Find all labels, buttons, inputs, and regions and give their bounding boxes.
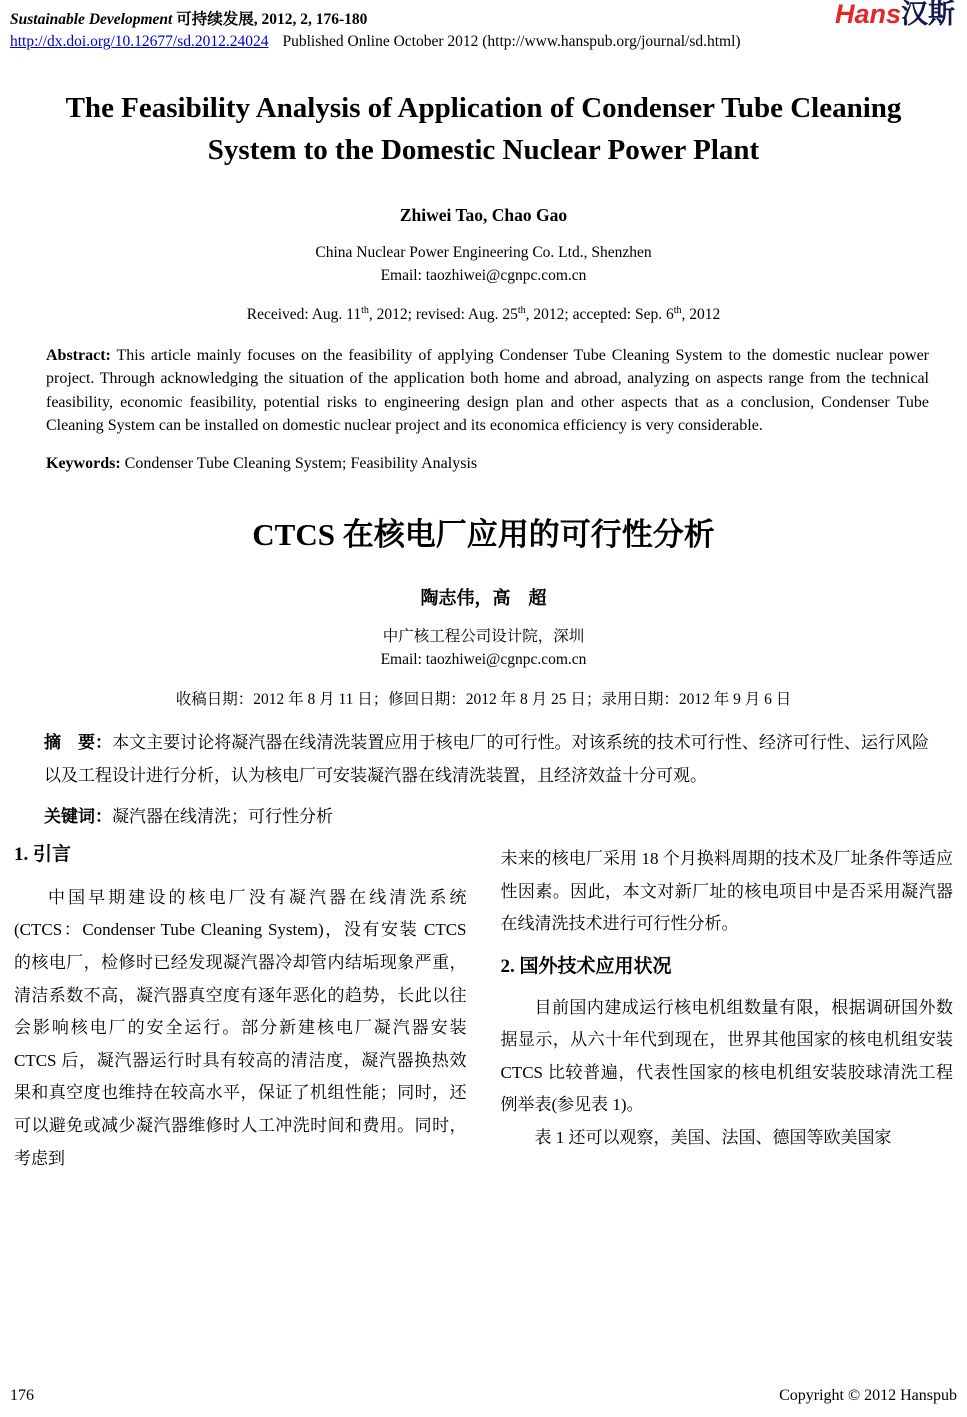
- journal-name: Sustainable Development: [10, 11, 173, 28]
- copyright-notice: Copyright © 2012 Hanspub: [779, 1387, 957, 1404]
- section-1-paragraph-continued: 未来的核电厂采用 18 个月换料周期的技术及厂址条件等适应性因素。因此，本文对新厂址的核电项目中是否采用凝汽器在线清洗技术进行可行性分析。: [500, 849, 953, 934]
- email-en: Email: taozhiwei@cgnpc.com.cn: [380, 266, 587, 284]
- abstract-label-en: Abstract:: [46, 347, 111, 365]
- section-2-title: 2. 国外技术应用状况: [500, 955, 672, 977]
- journal-meta: 可持续发展, 2012, 2, 176-180: [172, 11, 368, 28]
- left-column: [14, 843, 467, 1175]
- section-2-paragraph-2: 表 1 还可以观察，美国、法国、德国等欧美国家: [534, 1128, 892, 1148]
- abstract-en: [46, 344, 929, 437]
- right-column: [501, 843, 954, 1175]
- abstract-cn: [44, 727, 929, 792]
- email-cn: Email: taozhiwei@cgnpc.com.cn: [380, 651, 587, 669]
- two-column-body: [14, 843, 953, 1175]
- keywords-text-cn: 凝汽器在线清洗；可行性分析: [112, 807, 333, 827]
- hanspub-logo: [835, 0, 955, 30]
- received-superscript: th: [673, 305, 682, 317]
- authors-cn: 陶志伟，高 超: [420, 587, 547, 608]
- authors-en: Zhiwei Tao, Chao Gao: [399, 205, 568, 226]
- section-1-paragraph: 中国早期建设的核电厂没有凝汽器在线清洗系统(CTCS：Condenser Tube Cleaning System)，没有安装 CTCS 的核电厂，检修时已经发现凝汽器冷却管内结垢现象严重，清洁系数不高，凝汽器真空度有逐年恶化的趋势，长此以往会影响核电厂的安全运行。部分新建核电厂凝汽器安装 CTCS 后，凝汽器运行时具有较高的清洁度，凝汽器换热效果和真空度也维持在较高水平，保证了机组性能；同时，还可以避免或减少凝汽器维修时人工冲洗时间和费用。同时，考虑到: [14, 887, 467, 1168]
- keywords-label-en: Keywords:: [46, 454, 121, 472]
- published-note: Published Online October 2012 (http://www.hanspub.org/journal/sd.html): [282, 33, 741, 50]
- section-2-paragraph: 目前国内建成运行核电机组数量有限，根据调研国外数据显示，从六十年代到现在，世界其他国家的核电机组安装 CTCS 比较普遍，代表性国家的核电机组安装胶球清洗工程例举表(参见表 1)。: [500, 997, 953, 1115]
- page-number: 176: [10, 1387, 34, 1404]
- keywords-text-en: Condenser Tube Cleaning System; Feasibility Analysis: [120, 454, 478, 472]
- journal-line: [10, 7, 957, 29]
- abstract-text-en: This article mainly focuses on the feasibility of applying Condenser Tube Cleaning System to the domestic nuclear power project. Through acknowledging the situation of the application both home and abroad, analyzing on aspects range from the technical feasibility, economic feasibility, potential risks to engineering design plan and other aspects that as a conclusion, Condenser Tube Cleaning System can be installed on domestic nuclear project and its economica efficiency is very considerable.: [46, 347, 930, 434]
- article-title-cn: CTCS 在核电厂应用的可行性分析: [252, 516, 715, 552]
- section-1-title: 1. 引言: [14, 844, 72, 866]
- received-part: , 2012: [681, 306, 721, 324]
- keywords-en: [46, 455, 929, 473]
- received-part: , 2012; revised: Aug. 25: [368, 306, 518, 324]
- doi-link[interactable]: http://dx.doi.org/10.12677/sd.2012.24024: [10, 33, 269, 50]
- dates-cn: 收稿日期：2012 年 8 月 11 日；修回日期：2012 年 8 月 25 日；录用日期：2012 年 9 月 6 日: [175, 691, 792, 709]
- hanspub-logo-cn-text: 汉斯: [901, 0, 955, 29]
- keywords-cn: [44, 802, 929, 827]
- affiliation-block-en: [0, 242, 967, 287]
- affiliation-block-cn: [0, 625, 967, 672]
- affiliation-en: China Nuclear Power Engineering Co. Ltd., Shenzhen: [315, 244, 652, 262]
- abstract-text-cn: 本文主要讨论将凝汽器在线清洗装置应用于核电厂的可行性。对该系统的技术可行性、经济可行性、运行风险以及工程设计进行分析，认为核电厂可安装凝汽器在线清洗装置，且经济效益十分可观。: [44, 733, 930, 785]
- journal-header: [0, 0, 967, 51]
- abstract-label-cn: 摘 要：: [44, 733, 113, 753]
- received-superscript: th: [517, 305, 526, 317]
- received-part: , 2012; accepted: Sep. 6: [525, 306, 674, 324]
- doi-line: [10, 33, 957, 51]
- affiliation-cn: 中广核工程公司设计院，深圳: [382, 627, 585, 645]
- page-footer: [10, 1387, 957, 1405]
- article-title-en: The Feasibility Analysis of Application of Condenser Tube Cleaning System to the Domestic Nuclear Power Plant: [65, 92, 902, 167]
- received-superscript: th: [361, 305, 369, 317]
- received-line: [0, 305, 967, 324]
- received-part: Received: Aug. 11: [246, 306, 362, 324]
- hanspub-logo-en-text: Hans: [834, 0, 901, 29]
- keywords-label-cn: 关键词：: [44, 807, 112, 827]
